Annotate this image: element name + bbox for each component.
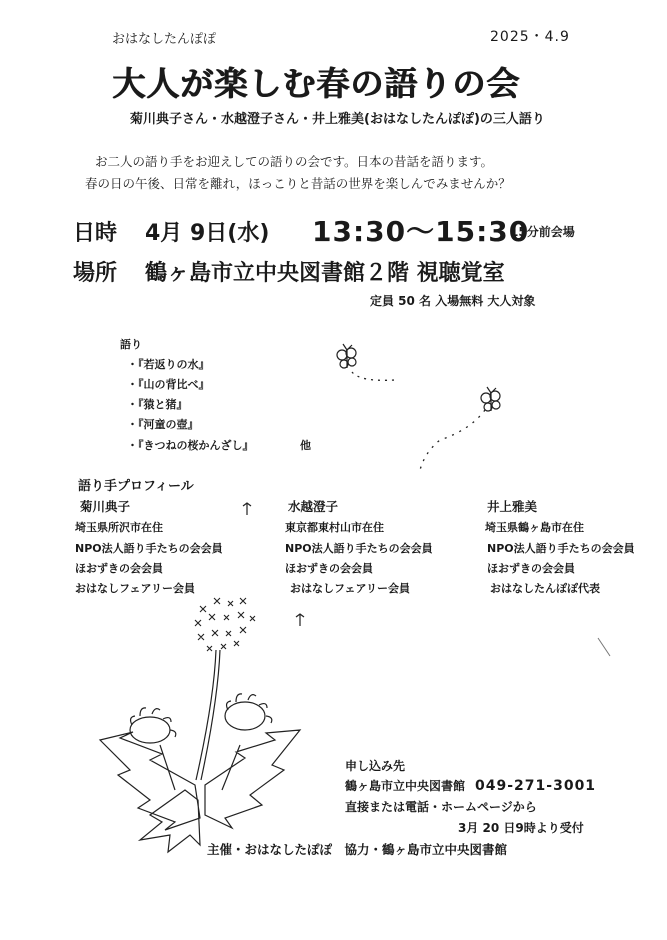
dandelion-flower-right: [225, 694, 272, 730]
flyer-date: 2025・4.9: [490, 29, 570, 45]
profile-line: 埼玉県鶴ヶ島市在住: [485, 521, 584, 534]
flight-path-2: [420, 410, 485, 470]
profile-line: NPO法人語り手たちの会会員: [285, 542, 433, 555]
profile-line: ほおずきの会会員: [285, 562, 373, 575]
stories-heading: 語り: [120, 338, 142, 351]
venue: 鶴ヶ島市立中央図書館２階 視聴覚室: [145, 261, 505, 286]
butterfly-icon: [337, 344, 356, 368]
profile-name: 水越澄子: [288, 499, 339, 514]
doors-note: 15分前会場: [510, 225, 575, 239]
story-item: ・『きつねの桜かんざし』: [127, 439, 254, 452]
dandelion-seedhead: [195, 598, 255, 651]
profiles-heading: 語り手プロフィール: [78, 479, 194, 494]
profile-line: ほおずきの会会員: [487, 562, 575, 575]
profile-name: 井上雅美: [487, 499, 538, 514]
dandelion-flower-left: [130, 708, 176, 743]
flight-path-1: [352, 372, 395, 380]
subtitle: 菊川典子さん・水越澄子さん・井上雅美(おはなしたんぽぽ)の三人語り: [130, 112, 545, 127]
story-item: ・『山の背比べ』: [127, 378, 210, 391]
place-label: 場所: [73, 261, 118, 286]
organizers-line: 主催・おはなしたぽぽ 協力・鶴ヶ島市立中央図書館: [207, 842, 508, 857]
event-time: 13:30〜15:30: [312, 215, 530, 248]
stories-etc: 他: [300, 439, 311, 452]
dandelion-illustration: [100, 598, 300, 852]
apply-library: 鶴ヶ島市立中央図書館: [345, 779, 466, 793]
profile-line: NPO法人語り手たちの会会員: [75, 542, 223, 555]
story-item: ・『若返りの水』: [127, 358, 210, 371]
story-item: ・『河童の壺』: [127, 418, 199, 431]
apply-from: 3月 20 日9時より受付: [458, 821, 584, 835]
organizer-small-label: おはなしたんぽぽ: [112, 32, 217, 47]
profile-line: 東京都東村山市在住: [285, 521, 384, 534]
datetime-label: 日時: [73, 221, 118, 246]
seed-fluff-icon: [296, 614, 304, 626]
story-item: ・『猿と猪』: [127, 398, 188, 411]
intro-line-1: お二人の語り手をお迎えしての語りの会です。日本の昔話を語ります。: [95, 154, 494, 169]
corner-mark: [598, 638, 610, 656]
profile-line: おはなしフェアリー会員: [290, 582, 411, 595]
page-title: 大人が楽しむ春の語りの会: [112, 64, 520, 103]
profile-line: おはなしたんぽぽ代表: [490, 582, 600, 595]
dandelion-stem: [196, 650, 220, 780]
profile-line: 埼玉県所沢市在住: [75, 521, 163, 534]
event-date: 4月 9日(水): [145, 221, 270, 246]
profile-name: 菊川典子: [80, 499, 131, 514]
intro-line-2: 春の日の午後、日常を離れ，ほっこりと昔話の世界を楽しんでみませんか？: [85, 176, 511, 191]
apply-method: 直接または電話・ホームページから: [345, 800, 537, 814]
profile-line: ほおずきの会会員: [75, 562, 163, 575]
profile-line: おはなしフェアリー会員: [75, 582, 196, 595]
dandelion-leaves: [100, 730, 300, 852]
butterfly-icon: [481, 387, 500, 411]
apply-phone: 049-271-3001: [475, 778, 597, 794]
profile-line: NPO法人語り手たちの会会員: [487, 542, 635, 555]
capacity-note: 定員 50 名 入場無料 大人対象: [370, 294, 536, 308]
apply-heading: 申し込み先: [345, 759, 406, 773]
seed-fluff-icon: [243, 503, 251, 515]
